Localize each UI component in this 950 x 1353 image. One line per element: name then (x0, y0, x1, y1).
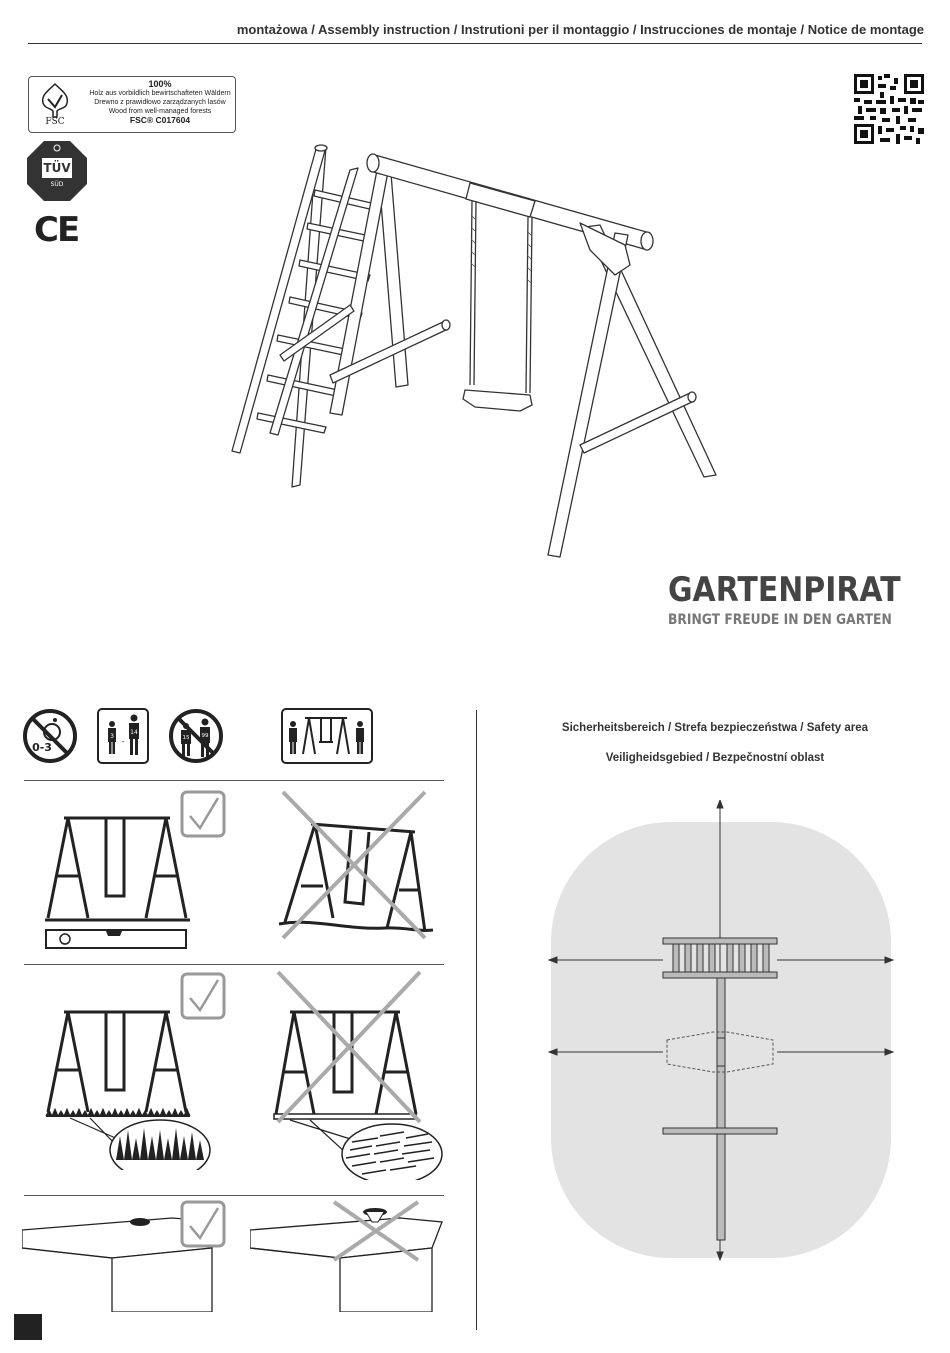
tuv-sud-octagon-icon (26, 140, 88, 202)
checkmark-icon (182, 792, 224, 836)
fsc-line-pl: Drewno z prawidłowo zarządzanych lasów (94, 99, 226, 106)
swing-set-illustration (230, 135, 730, 565)
svg-text:-: - (121, 737, 125, 746)
checkmark-icon (182, 1202, 224, 1246)
section-separator-1 (24, 780, 444, 781)
cross-icon (278, 972, 420, 1122)
paved-ground-wrong-illustration (270, 970, 445, 1180)
users-max-label: 14 (130, 729, 138, 736)
fsc-logo-letters: FSC (45, 117, 65, 127)
brand-tagline: BRINGT FREUDE IN DEN GARTEN (668, 612, 892, 628)
tuv-bottom-text: SÜD (50, 181, 64, 188)
brand-name: GARTENPIRAT (668, 570, 901, 610)
age-no-label: 0-3 (32, 741, 52, 754)
grass-ground-correct-illustration (40, 970, 230, 1170)
qr-code-icon (854, 74, 924, 144)
section-separator-2 (24, 964, 444, 965)
column-divider (476, 710, 477, 1330)
safety-area-diagram (545, 800, 895, 1265)
no-range-min-label: 15 (182, 735, 190, 741)
no-children-0-3-icon (22, 708, 78, 764)
adult-supervision-icon (281, 708, 373, 764)
brand-block (668, 570, 932, 628)
no-range-max-label: 99 (201, 733, 209, 739)
level-frame-correct-illustration (40, 788, 230, 953)
page-corner-block (14, 1314, 42, 1340)
uneven-frame-wrong-illustration (275, 790, 435, 940)
checkmark-icon (182, 974, 224, 1018)
no-adults-15-99-icon (168, 708, 224, 764)
anchor-flush-correct-illustration (22, 1200, 232, 1312)
header-rule (28, 43, 922, 44)
fsc-tree-icon (35, 81, 75, 127)
fsc-line-de: Holz aus vorbildlich bewirtschafteten Wäldern (89, 90, 231, 97)
fsc-percent: 100% (148, 79, 172, 89)
fsc-label (28, 76, 236, 133)
users-age-range-icon (97, 708, 149, 764)
tuv-top-text: TÜV (43, 161, 71, 175)
fsc-code: FSC® C017604 (129, 115, 191, 125)
users-min-label: 3 (110, 733, 114, 740)
header-title: montażowa / Assembly instruction / Instrutioni per il montaggio / Instrucciones de montaje / Notice de montage (236, 22, 924, 37)
anchor-protruding-wrong-illustration (250, 1200, 445, 1312)
safety-title-line2: Veiligheidsgebied / Bezpečnostní oblast (605, 752, 825, 764)
ce-mark: CE (34, 210, 79, 250)
section-separator-3 (24, 1195, 444, 1196)
fsc-line-en: Wood from well-managed forests (108, 108, 212, 115)
safety-title-line1: Sicherheitsbereich / Strefa bezpieczeństwa / Safety area (561, 722, 869, 734)
